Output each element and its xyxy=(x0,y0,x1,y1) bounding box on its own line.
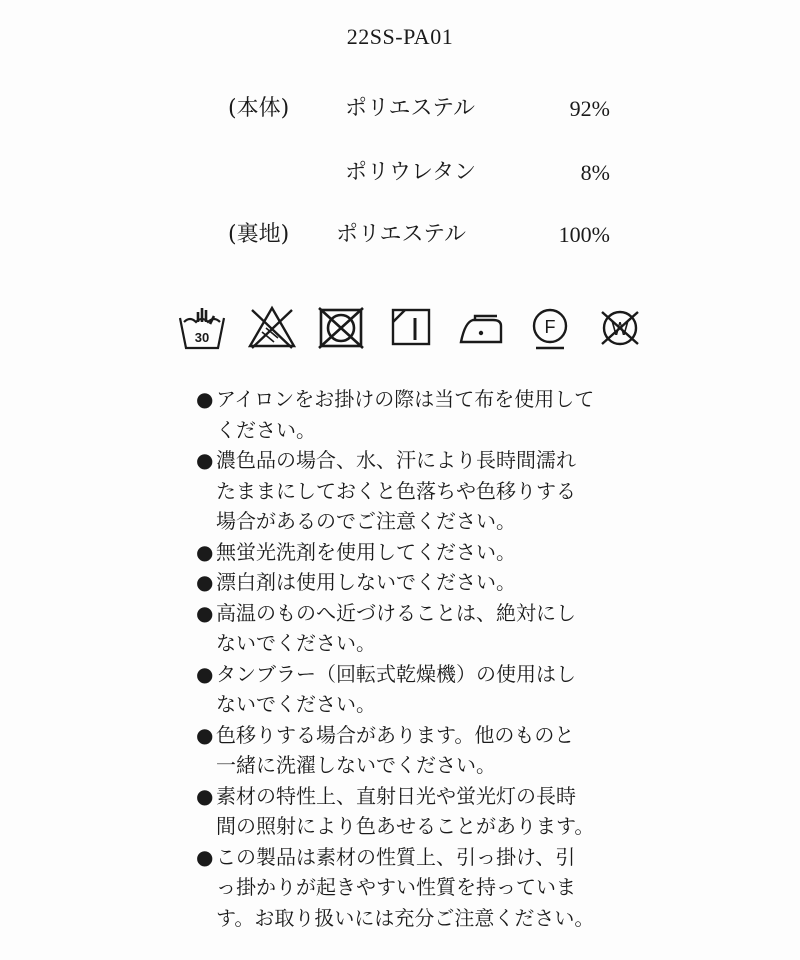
composition-fiber: ポリエステル xyxy=(336,222,467,247)
care-notes xyxy=(196,384,616,933)
bullet-icon: ● xyxy=(196,387,214,411)
care-note xyxy=(196,659,616,720)
dry-clean-f-icon xyxy=(524,302,576,354)
care-note xyxy=(196,384,616,445)
care-note-text: 濃色品の場合、水、汗により長時間濡れ たままにしておくと色落ちや色移りする 場合があるのでご注意ください。 xyxy=(216,448,576,533)
composition-part: (裏地) xyxy=(228,222,290,247)
composition-percent: 92% xyxy=(569,96,610,121)
composition-row xyxy=(0,218,800,252)
no-tumble-dry-icon xyxy=(315,302,367,354)
care-note xyxy=(196,842,616,934)
care-note-text: 漂白剤は使用しないでください。 xyxy=(216,570,516,594)
composition-row xyxy=(0,92,800,126)
iron-low-icon xyxy=(455,302,507,354)
care-note xyxy=(196,567,616,598)
bullet-icon: ● xyxy=(196,570,214,594)
svg-text:30: 30 xyxy=(194,330,210,345)
composition-percent: 8% xyxy=(580,160,610,185)
bullet-icon: ● xyxy=(196,539,214,564)
bullet-icon: ● xyxy=(196,844,214,869)
care-note-text: 色移りする場合があります。他のものと 一緒に洗濯しないでください。 xyxy=(216,722,575,777)
care-note-text: 素材の特性上、直射日光や蛍光灯の長時 間の照射により色あせることがあります。 xyxy=(216,783,595,838)
composition-row xyxy=(0,156,800,190)
line-dry-shade-icon xyxy=(385,302,437,354)
bullet-icon: ● xyxy=(196,661,214,686)
care-note xyxy=(196,537,616,568)
care-symbols xyxy=(176,300,646,356)
svg-text:F: F xyxy=(544,317,556,337)
care-note xyxy=(196,598,616,659)
composition-fiber: ポリウレタン xyxy=(345,160,477,185)
no-bleach-icon xyxy=(246,302,298,354)
care-note xyxy=(196,781,616,842)
composition-percent: 100% xyxy=(558,222,610,247)
care-note-text: アイロンをお掛けの際は当て布を使用して ください。 xyxy=(216,387,595,442)
hand-wash-30-icon xyxy=(176,302,228,354)
bullet-icon: ● xyxy=(196,448,214,472)
care-note-text: 無蛍光洗剤を使用してください。 xyxy=(216,539,516,564)
bullet-icon: ● xyxy=(196,722,214,747)
care-note-text: この製品は素材の性質上、引っ掛け、引 っ掛かりが起きやすい性質を持っていま す。お取り扱いには充分ご注意ください。 xyxy=(216,844,595,930)
bullet-icon: ● xyxy=(196,783,214,808)
care-note-text: 高温のものへ近づけることは、絶対にし ないでください。 xyxy=(216,600,576,655)
care-note xyxy=(196,720,616,781)
care-note xyxy=(196,445,616,537)
svg-text:W: W xyxy=(611,319,629,339)
no-wet-clean-icon xyxy=(594,302,646,354)
bullet-icon: ● xyxy=(196,600,214,625)
composition-part: (本体) xyxy=(228,96,290,121)
care-note-text: タンブラー（回転式乾燥機）の使用はし ないでください。 xyxy=(216,661,576,716)
product-code: 22SS-PA01 xyxy=(346,24,454,49)
composition-fiber: ポリエステル xyxy=(345,96,476,121)
